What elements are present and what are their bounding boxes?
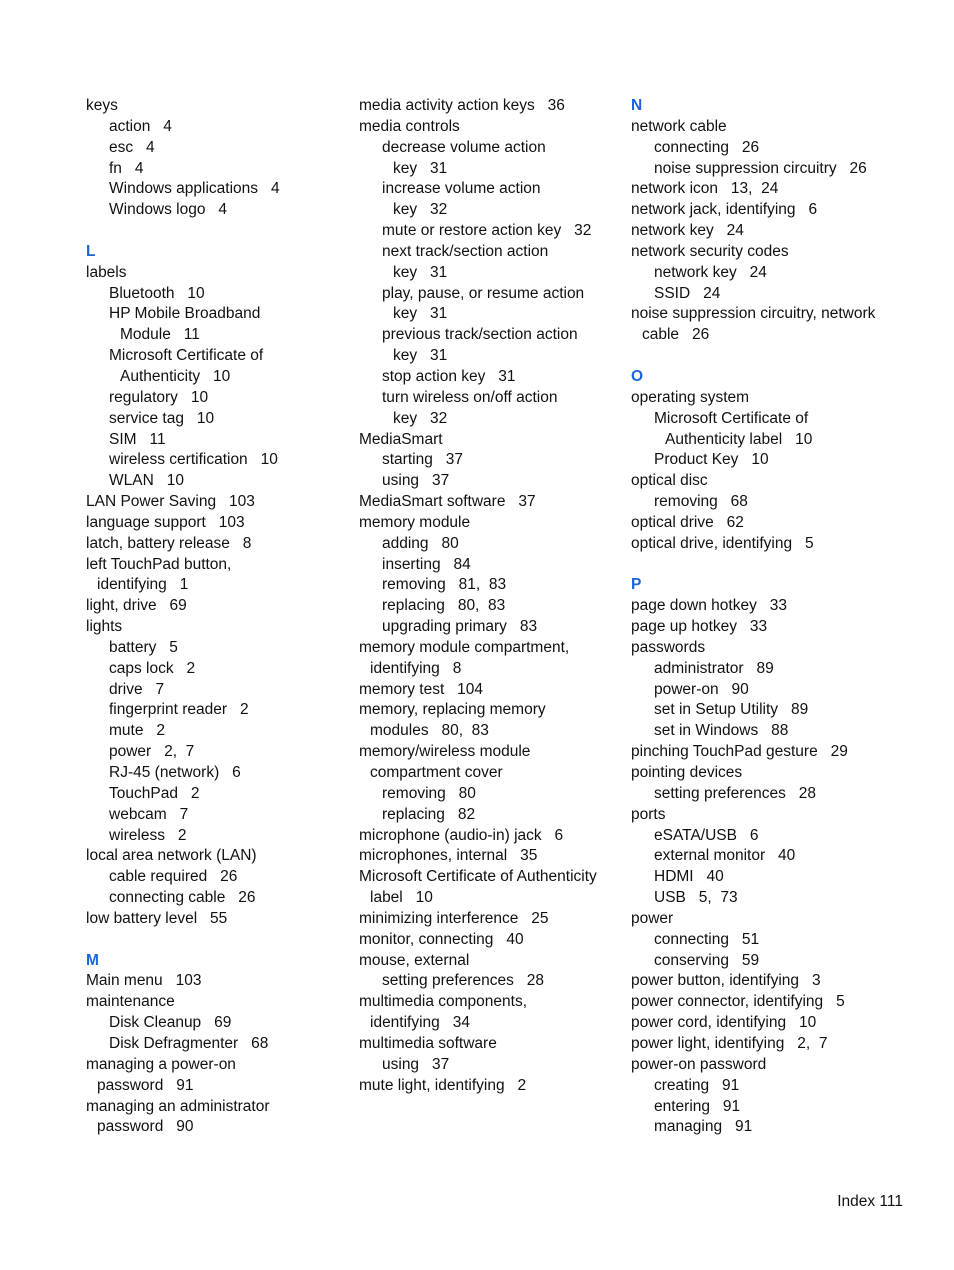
index-entry: media activity action keys 36 bbox=[359, 97, 565, 114]
index-entry-continuation: identifying 34 bbox=[370, 1014, 470, 1032]
index-subentry: removing 80 bbox=[382, 784, 476, 802]
index-entry: pointing devices bbox=[631, 764, 743, 781]
index-subentry: adding 80 bbox=[382, 534, 459, 552]
index-subentry-continuation: key 31 bbox=[393, 305, 448, 323]
index-entry: mute light, identifying 2 bbox=[359, 1076, 527, 1094]
index-subentry: eSATA/USB 6 bbox=[654, 826, 759, 844]
index-subentry: fingerprint reader 2 bbox=[109, 701, 249, 719]
index-subentry: power 2, 7 bbox=[109, 743, 195, 761]
index-entry: media controls bbox=[359, 117, 460, 135]
index-entry: power bbox=[631, 909, 674, 927]
index-subentry: mute 2 bbox=[109, 722, 165, 740]
letter-heading: M bbox=[86, 951, 99, 969]
index-entry: power cord, identifying 10 bbox=[631, 1014, 817, 1032]
index-subentry: Bluetooth 10 bbox=[109, 284, 205, 302]
index-subentry: replacing 80, 83 bbox=[382, 597, 506, 615]
index-subentry: set in Windows 88 bbox=[654, 722, 789, 740]
index-entry: memory test 104 bbox=[359, 680, 484, 698]
index-entry: power connector, identifying 5 bbox=[631, 993, 845, 1011]
letter-heading: L bbox=[86, 242, 96, 260]
index-entry: microphones, internal 35 bbox=[359, 847, 538, 865]
index-entry: operating system bbox=[631, 388, 750, 406]
index-subentry: upgrading primary 83 bbox=[382, 618, 538, 636]
index-subentry-continuation: key 31 bbox=[393, 263, 448, 281]
index-subentry: stop action key 31 bbox=[382, 367, 516, 385]
index-subentry: setting preferences 28 bbox=[654, 784, 816, 802]
index-entry: light, drive 69 bbox=[86, 597, 187, 615]
index-entry: noise suppression circuitry, network bbox=[631, 305, 876, 323]
index-entry: page up hotkey 33 bbox=[631, 618, 768, 636]
index-subentry: USB 5, 73 bbox=[654, 889, 738, 907]
index-subentry: Microsoft Certificate of bbox=[654, 409, 809, 427]
index-subentry: Microsoft Certificate of bbox=[109, 347, 264, 365]
index-subentry: network key 24 bbox=[654, 263, 767, 281]
index-column-2 bbox=[359, 96, 619, 1097]
index-subentry: SSID 24 bbox=[654, 284, 721, 302]
index-subentry: Windows applications 4 bbox=[109, 180, 280, 198]
index-entry: LAN Power Saving 103 bbox=[86, 493, 255, 511]
index-subentry: removing 81, 83 bbox=[382, 576, 507, 594]
index-subentry: action 4 bbox=[109, 117, 172, 135]
index-subentry: regulatory 10 bbox=[109, 388, 209, 406]
index-entry-continuation: identifying 1 bbox=[97, 576, 189, 594]
index-subentry: replacing 82 bbox=[382, 805, 476, 823]
index-entry: ports bbox=[631, 805, 666, 823]
index-subentry: increase volume action bbox=[382, 180, 541, 198]
index-subentry: turn wireless on/off action bbox=[382, 388, 558, 406]
index-subentry: next track/section action bbox=[382, 242, 549, 260]
index-entry: maintenance bbox=[86, 993, 175, 1011]
index-entry: memory module compartment, bbox=[359, 638, 570, 656]
index-subentry: previous track/section action bbox=[382, 326, 578, 344]
index-subentry: HDMI 40 bbox=[654, 868, 724, 886]
index-subentry: administrator 89 bbox=[654, 659, 774, 677]
index-entry-continuation: cable 26 bbox=[642, 326, 710, 344]
index-subentry: wireless certification 10 bbox=[109, 451, 278, 469]
index-entry: MediaSmart software 37 bbox=[359, 493, 536, 511]
index-subentry: Disk Defragmenter 68 bbox=[109, 1034, 269, 1052]
index-entry: labels bbox=[86, 263, 127, 281]
index-entry: memory, replacing memory bbox=[359, 701, 546, 719]
index-subentry: removing 68 bbox=[654, 493, 748, 511]
index-column-1 bbox=[86, 96, 346, 1138]
index-subentry: wireless 2 bbox=[109, 826, 187, 844]
index-entry: network icon 13, 24 bbox=[631, 180, 779, 198]
index-subentry: TouchPad 2 bbox=[109, 784, 200, 802]
index-subentry-continuation: Authenticity label 10 bbox=[665, 430, 813, 448]
index-entry: passwords bbox=[631, 638, 706, 656]
index-entry: multimedia software bbox=[359, 1034, 497, 1052]
index-entry: power light, identifying 2, 7 bbox=[631, 1034, 828, 1052]
index-subentry-continuation: key 32 bbox=[393, 409, 448, 427]
index-entry: microphone (audio-in) jack 6 bbox=[359, 826, 564, 844]
index-entry-continuation: label 10 bbox=[370, 889, 433, 907]
index-entry: mouse, external bbox=[359, 951, 470, 969]
index-subentry: inserting 84 bbox=[382, 555, 471, 573]
index-subentry-continuation: key 32 bbox=[393, 201, 448, 219]
index-entry: optical drive 62 bbox=[631, 513, 744, 531]
index-subentry: connecting 51 bbox=[654, 930, 760, 948]
index-entry: power button, identifying 3 bbox=[631, 972, 821, 990]
index-subentry: set in Setup Utility 89 bbox=[654, 701, 809, 719]
index-entry: network jack, identifying 6 bbox=[631, 201, 818, 219]
index-entry: lights bbox=[86, 618, 123, 636]
index-subentry: Product Key 10 bbox=[654, 451, 769, 469]
index-subentry: decrease volume action bbox=[382, 138, 546, 156]
index-subentry: setting preferences 28 bbox=[382, 972, 544, 990]
index-subentry: esc 4 bbox=[109, 138, 155, 156]
index-entry: Microsoft Certificate of Authenticity bbox=[359, 868, 597, 886]
index-entry: left TouchPad button, bbox=[86, 555, 232, 573]
index-subentry: webcam 7 bbox=[109, 805, 189, 823]
index-subentry: RJ-45 (network) 6 bbox=[109, 764, 241, 781]
index-subentry-continuation: key 31 bbox=[393, 159, 448, 177]
index-column-3 bbox=[631, 96, 896, 1138]
index-subentry: using 37 bbox=[382, 472, 450, 490]
index-entry: minimizing interference 25 bbox=[359, 909, 549, 927]
index-entry: network key 24 bbox=[631, 222, 744, 240]
index-entry: network cable bbox=[631, 117, 727, 135]
index-entry-continuation: password 91 bbox=[97, 1076, 194, 1094]
index-subentry: external monitor 40 bbox=[654, 847, 796, 865]
index-entry: Main menu 103 bbox=[86, 972, 202, 990]
index-entry: monitor, connecting 40 bbox=[359, 930, 524, 948]
letter-heading: N bbox=[631, 97, 643, 114]
index-entry: low battery level 55 bbox=[86, 909, 228, 927]
index-subentry: service tag 10 bbox=[109, 409, 215, 427]
index-subentry: WLAN 10 bbox=[109, 472, 184, 490]
index-entry: language support 103 bbox=[86, 513, 245, 531]
index-entry: multimedia components, bbox=[359, 993, 527, 1011]
index-subentry: battery 5 bbox=[109, 638, 178, 656]
index-subentry: starting 37 bbox=[382, 451, 463, 469]
page-footer: Index 111 bbox=[837, 1193, 903, 1210]
index-subentry: connecting cable 26 bbox=[109, 889, 256, 907]
index-entry: pinching TouchPad gesture 29 bbox=[631, 743, 848, 761]
index-subentry: mute or restore action key 32 bbox=[382, 222, 592, 240]
index-entry: memory/wireless module bbox=[359, 743, 531, 761]
index-subentry: Windows logo 4 bbox=[109, 201, 228, 219]
index-entry: MediaSmart bbox=[359, 430, 443, 448]
index-subentry: connecting 26 bbox=[654, 138, 760, 156]
index-subentry: play, pause, or resume action bbox=[382, 284, 585, 302]
index-subentry: creating 91 bbox=[654, 1076, 740, 1094]
index-subentry: cable required 26 bbox=[109, 868, 238, 886]
index-subentry: caps lock 2 bbox=[109, 659, 196, 677]
index-entry: latch, battery release 8 bbox=[86, 534, 252, 552]
index-entry: keys bbox=[86, 97, 118, 114]
index-entry: page down hotkey 33 bbox=[631, 597, 787, 615]
index-entry: optical drive, identifying 5 bbox=[631, 534, 814, 552]
index-entry-continuation: identifying 8 bbox=[370, 659, 462, 677]
index-subentry-continuation: Authenticity 10 bbox=[120, 367, 231, 385]
index-subentry: managing 91 bbox=[654, 1118, 753, 1136]
index-entry-continuation: modules 80, 83 bbox=[370, 722, 489, 740]
index-subentry: Disk Cleanup 69 bbox=[109, 1014, 232, 1032]
index-subentry: conserving 59 bbox=[654, 951, 760, 969]
index-subentry: entering 91 bbox=[654, 1097, 741, 1115]
index-entry: optical disc bbox=[631, 472, 708, 490]
index-subentry-continuation: key 31 bbox=[393, 347, 448, 365]
index-subentry-continuation: Module 11 bbox=[120, 326, 200, 344]
index-entry-continuation: password 90 bbox=[97, 1118, 194, 1136]
index-entry-continuation: compartment cover bbox=[370, 764, 503, 781]
index-entry: local area network (LAN) bbox=[86, 847, 257, 865]
index-subentry: fn 4 bbox=[109, 159, 144, 177]
index-subentry: power-on 90 bbox=[654, 680, 749, 698]
index-entry: managing an administrator bbox=[86, 1097, 270, 1115]
index-entry: managing a power-on bbox=[86, 1055, 236, 1073]
index-subentry: noise suppression circuitry 26 bbox=[654, 159, 867, 177]
letter-heading: P bbox=[631, 576, 642, 594]
index-subentry: using 37 bbox=[382, 1055, 450, 1073]
index-entry: network security codes bbox=[631, 242, 789, 260]
letter-heading: O bbox=[631, 367, 644, 385]
index-entry: power-on password bbox=[631, 1055, 767, 1073]
index-entry: memory module bbox=[359, 513, 471, 531]
index-subentry: drive 7 bbox=[109, 680, 165, 698]
index-subentry: HP Mobile Broadband bbox=[109, 305, 261, 323]
index-subentry: SIM 11 bbox=[109, 430, 166, 448]
